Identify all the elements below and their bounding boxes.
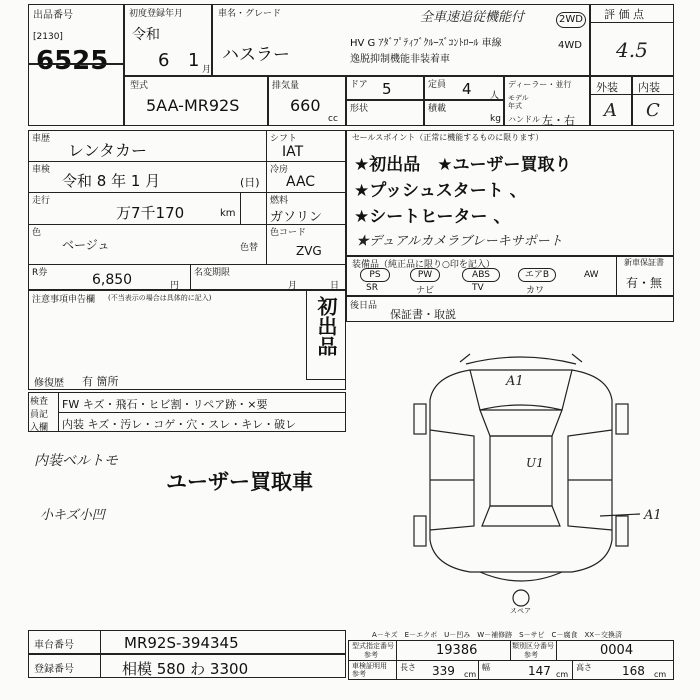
reg-month: 1	[188, 50, 200, 71]
shift-label: シフト	[270, 134, 298, 144]
km-unit: km	[220, 208, 236, 219]
interior-label: 内装	[638, 81, 660, 94]
wheel-fl	[414, 404, 426, 434]
model-label: 型式	[130, 81, 149, 91]
repair-label: 修復歴	[34, 378, 64, 389]
color-code-label: 色コード	[270, 228, 307, 238]
equip-airbag: エアB	[518, 268, 556, 282]
width-value: 147	[528, 664, 551, 678]
car-damage-diagram	[400, 340, 700, 620]
class-sub: 参考	[524, 651, 538, 659]
class-value: 0004	[600, 643, 634, 658]
sales-point-3: ★シートヒーター 、	[354, 207, 511, 227]
shift-value: IAT	[282, 144, 304, 160]
equip-aw: AW	[584, 270, 599, 280]
shape-label: 形状	[350, 104, 369, 114]
mileage-value: 万7千170	[116, 204, 185, 222]
fw-row: FW キズ・飛石・ヒビ割・リペア跡・×要	[62, 398, 268, 411]
new-car-label: 新車保証書	[624, 258, 664, 267]
drive-2wd: 2WD	[556, 12, 586, 28]
spare-tire	[513, 590, 529, 606]
sales-point-2: ★プッシュスタート 、	[354, 181, 527, 201]
model-code: 5AA-MR92S	[146, 96, 240, 115]
inspection-value: 令和 8 年 1 月	[62, 172, 161, 190]
score-label: 評 価 点	[604, 8, 644, 21]
color-value: ベージュ	[62, 238, 110, 252]
equip-pw: PW	[410, 268, 440, 282]
sales-point-4: ★デュアルカメラブレーキサポート	[356, 234, 563, 249]
plate-value: 相模 580 わ 3300	[122, 660, 249, 678]
lot-number: 6525	[36, 46, 109, 76]
first-reg-label: 初度登録年月	[129, 9, 184, 19]
sales-label: セールスポイント（正常に機能するものに限ります）	[352, 133, 544, 142]
inspector-label: 検査員記入欄	[30, 397, 49, 433]
caution-label: 注意事項申告欄	[32, 295, 96, 305]
rear-window	[482, 506, 560, 526]
exterior-label: 外装	[596, 81, 618, 94]
chassis-label: 車台番号	[34, 640, 74, 651]
cm-unit-1: cm	[464, 670, 477, 679]
hand-note-2: 小キズ小凹	[40, 508, 105, 523]
recycle-label: R券	[32, 268, 48, 278]
grade-line1: HV G ｱﾀﾞﾌﾟﾃｨﾌﾞｸﾙｰｽﾞｺﾝﾄﾛｰﾙ 車線	[350, 38, 502, 49]
mark-front: A1	[506, 374, 524, 389]
buyback-stamp: ユーザー買取車	[166, 470, 313, 494]
cc-unit: cc	[328, 114, 338, 124]
capacity-label: 定員	[428, 80, 447, 90]
wheel-rr	[616, 516, 628, 546]
doors-value: 5	[382, 80, 392, 98]
name-change-day: 日	[330, 281, 340, 291]
wheel-fr	[616, 404, 628, 434]
lot-lower	[28, 64, 124, 126]
roof	[490, 436, 552, 506]
chassis-value: MR92S-394345	[124, 634, 239, 652]
name-grade-label: 車名・グレード	[218, 9, 282, 19]
displacement-label: 排気量	[272, 81, 300, 91]
class-label: 類別区分番号	[512, 642, 554, 650]
mark-rear-right: A1	[644, 508, 662, 523]
plate-label: 登録番号	[34, 664, 74, 675]
lot-sub: [2130]	[33, 32, 63, 42]
equip-ps: PS	[360, 268, 390, 282]
lot-label: 出品番号	[33, 10, 73, 21]
grade-line2: 逸脱抑制機能非装着車	[350, 54, 450, 65]
spare-label: スペア	[510, 607, 531, 615]
wheel-rl	[414, 516, 426, 546]
car-name: ハスラー	[222, 45, 290, 65]
equip-leather: カワ	[526, 286, 545, 296]
reg-year: 6	[158, 50, 170, 71]
mark-roof: U1	[526, 456, 544, 470]
equipment-label: 装備品（純正品に限り○印を記入）	[352, 260, 495, 270]
color-label: 色	[32, 228, 42, 238]
int-row: 内装 キズ・汚レ・コゲ・穴・スレ・キレ・破レ	[62, 418, 297, 431]
reg-month-unit: 月	[202, 65, 212, 75]
guarantee-value: 有・無	[626, 276, 663, 290]
displacement: 660	[290, 96, 321, 115]
attach-value: 保証書・取説	[390, 308, 456, 321]
type-cert-value: 19386	[436, 643, 478, 658]
inspection-cert-label: 車検証明用参考	[352, 662, 387, 678]
width-label: 幅	[482, 663, 490, 672]
name-change-month: 月	[288, 281, 298, 291]
front-bumper	[466, 357, 576, 364]
height-value: 168	[622, 664, 645, 678]
height-label: 高さ	[576, 663, 592, 672]
first-listing-stamp: 初出品	[314, 296, 338, 356]
caution-sub: (不当表示の場合は具体的に記入)	[108, 294, 212, 302]
attach-label: 後日品	[350, 301, 378, 311]
cm-unit-3: cm	[654, 670, 667, 679]
kg-unit: kg	[490, 114, 501, 124]
car-body-outline	[430, 370, 612, 572]
score-value: 4.5	[616, 38, 648, 62]
fuel-label: 燃料	[270, 196, 289, 206]
handle-value: 左・右	[542, 114, 575, 127]
color-change-label: 色替	[240, 243, 259, 253]
drive-4wd: 4WD	[558, 40, 582, 51]
person-unit: 人	[490, 91, 500, 101]
handle-label: ハンドル	[508, 115, 540, 124]
rear-bumper	[480, 572, 562, 581]
inspection-day: (日)	[240, 176, 260, 189]
mileage-label: 走行	[32, 196, 51, 206]
cm-unit-2: cm	[556, 670, 569, 679]
fuel-value: ガソリン	[270, 210, 323, 225]
yen-unit: 円	[170, 281, 180, 291]
name-change-label: 名変期限	[194, 268, 231, 278]
repair-value: 有 箇所	[82, 375, 119, 388]
sales-point-1: ★初出品 ★ユーザー買取り	[354, 155, 572, 175]
inspection-label: 車検	[32, 165, 51, 175]
recycle-value: 6,850	[92, 272, 133, 288]
aircon-value: AAC	[286, 174, 316, 190]
history-label: 車歴	[32, 134, 51, 144]
exterior-grade: A	[604, 100, 617, 121]
doors-label: ドア	[350, 80, 368, 90]
history-value: レンタカー	[68, 141, 147, 160]
equip-navi: ナビ	[416, 286, 435, 296]
caution-box	[28, 290, 346, 390]
damage-legend: A－キズ E－エクボ U－凹み W－補修跡 S－サビ C－腐食 XX－交換済	[372, 631, 623, 639]
grade-hand-note: 全車速追従機能付	[420, 10, 525, 25]
equip-sr: SR	[366, 283, 378, 293]
type-cert-label: 型式指定番号	[352, 642, 394, 650]
capacity-value: 4	[462, 80, 472, 98]
equip-tv: TV	[472, 283, 484, 293]
length-label: 長さ	[400, 663, 416, 672]
equip-abs: ABS	[462, 268, 500, 282]
reg-era: 令和	[132, 27, 160, 43]
interior-grade: C	[646, 100, 660, 121]
aircon-label: 冷房	[270, 165, 289, 175]
model-year-label: モデル年式	[508, 94, 529, 110]
dealer-label: ディーラー・並行	[508, 80, 572, 89]
color-code-value: ZVG	[296, 244, 322, 258]
type-cert-sub: 参考	[364, 651, 378, 659]
hand-note-1: 内装ベルトモ	[34, 453, 118, 469]
load-label: 積載	[428, 104, 447, 114]
length-value: 339	[432, 664, 455, 678]
